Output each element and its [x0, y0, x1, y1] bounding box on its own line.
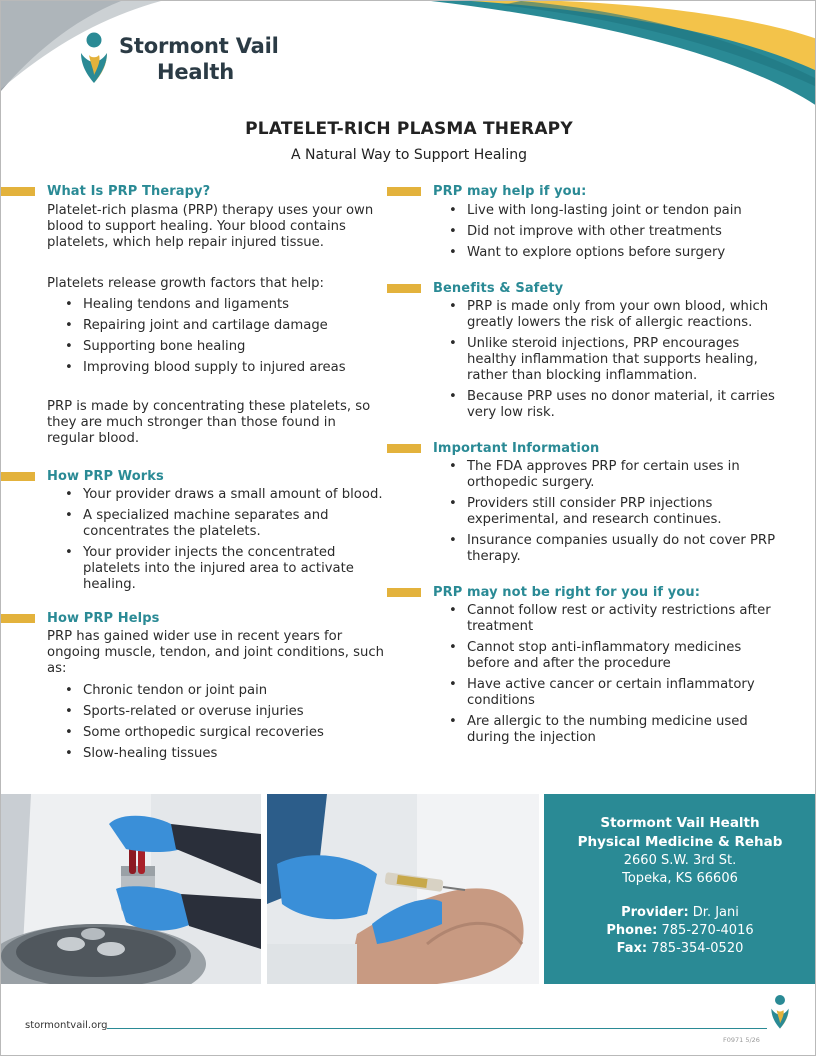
list-item: • Slow-healing tissues: [65, 746, 386, 762]
section-how-prp-helps: [1, 608, 386, 762]
section-bar: [387, 588, 421, 597]
footer-form-code: F0971 5/26: [723, 1036, 760, 1044]
list-item: • Did not improve with other treatments: [449, 224, 787, 240]
list-item: • Unlike steroid injections, PRP encourages healthy inflammation that supports healing, rather than blocking inflammation.: [449, 336, 787, 384]
list-item: • Insurance companies usually do not cover PRP therapy.: [449, 533, 787, 565]
phone-label: Phone:: [606, 923, 658, 938]
list-item: • Healing tendons and ligaments: [65, 297, 386, 313]
list-item: • Supporting bone healing: [65, 339, 386, 355]
logo-name-line2: Health: [157, 60, 234, 84]
list-item: • The FDA approves PRP for certain uses in orthopedic surgery.: [449, 459, 787, 491]
phone-value: 785-270-4016: [661, 923, 754, 938]
bullet-list: [449, 459, 787, 565]
bullet-list: [65, 487, 386, 593]
bullet-list: [449, 299, 787, 421]
photo-knee-injection: [267, 794, 539, 984]
contact-fax: [544, 940, 816, 958]
section-benefits-safety: [387, 278, 787, 421]
fax-value: 785-354-0520: [651, 941, 744, 956]
contact-department: Physical Medicine & Rehab: [577, 834, 783, 850]
section-title: How PRP Works: [47, 468, 164, 484]
logo-mark-icon: [77, 31, 111, 85]
list-item: • Some orthopedic surgical recoveries: [65, 725, 386, 741]
section-title: PRP may help if you:: [433, 183, 587, 199]
bullet-list: [65, 683, 386, 762]
section-bar: [387, 187, 421, 196]
section-may-not-be-right: [387, 582, 787, 746]
list-item: • Chronic tendon or joint pain: [65, 683, 386, 699]
list-item: • Your provider injects the concentrated platelets into the injured area to activate healing.: [65, 545, 386, 593]
section-how-prp-works: [1, 466, 386, 593]
list-item: • Have active cancer or certain inflammatory conditions: [449, 677, 787, 709]
section-paragraph: Platelets release growth factors that help:: [47, 276, 324, 291]
provider-value: Dr. Jani: [692, 905, 739, 920]
section-bar: [1, 472, 35, 481]
fax-label: Fax:: [616, 941, 648, 956]
section-bar: [387, 444, 421, 453]
list-item: • Providers still consider PRP injections experimental, and research continues.: [449, 496, 787, 528]
list-item: • Want to explore options before surgery: [449, 245, 787, 261]
section-bar: [1, 614, 35, 623]
bullet-list: [65, 297, 386, 376]
right-column: [387, 181, 787, 751]
contact-info-box: [544, 794, 816, 984]
section-title: Benefits & Safety: [433, 280, 564, 296]
left-column: [1, 181, 386, 767]
section-title: What Is PRP Therapy?: [47, 183, 211, 199]
section-what-is-prp: [1, 181, 386, 447]
section-paragraph: PRP has gained wider use in recent years for ongoing muscle, tendon, and joint conditions, such as:: [47, 629, 384, 676]
footer-website[interactable]: stormontvail.org: [25, 1020, 108, 1031]
section-important-information: [387, 438, 787, 565]
list-item: • Are allergic to the numbing medicine used during the injection: [449, 714, 787, 746]
list-item: • Repairing joint and cartilage damage: [65, 318, 386, 334]
contact-org: Stormont Vail Health: [600, 815, 760, 831]
contact-provider: [544, 904, 816, 922]
footer-divider: [107, 1028, 767, 1029]
section-title: How PRP Helps: [47, 610, 160, 626]
contact-address-line2: Topeka, KS 66606: [622, 871, 738, 886]
section-bar: [1, 187, 35, 196]
bullet-list: [449, 603, 787, 746]
list-item: • Because PRP uses no donor material, it carries very low risk.: [449, 389, 787, 421]
list-item: • PRP is made only from your own blood, which greatly lowers the risk of allergic reactions.: [449, 299, 787, 331]
section-title: Important Information: [433, 440, 600, 456]
provider-label: Provider:: [621, 905, 689, 920]
contact-phone: [544, 922, 816, 940]
list-item: • Sports-related or overuse injuries: [65, 704, 386, 720]
list-item: • Your provider draws a small amount of blood.: [65, 487, 386, 503]
brand-logo: [77, 31, 297, 91]
photo-centrifuge: [1, 794, 261, 984]
section-paragraph: PRP is made by concentrating these platelets, so they are much stronger than those found in regular blood.: [47, 399, 371, 446]
bullet-list: [449, 203, 787, 261]
section-may-help: [387, 181, 787, 261]
contact-address-line1: 2660 S.W. 3rd St.: [623, 853, 737, 868]
document-subtitle: A Natural Way to Support Healing: [291, 147, 527, 163]
section-bar: [387, 284, 421, 293]
list-item: • Cannot stop anti-inflammatory medicines before and after the procedure: [449, 640, 787, 672]
section-title: PRP may not be right for you if you:: [433, 584, 701, 600]
document-title: PLATELET-RICH PLASMA THERAPY: [245, 119, 573, 139]
list-item: • Cannot follow rest or activity restrictions after treatment: [449, 603, 787, 635]
footer-logo-icon: [767, 994, 793, 1030]
list-item: • A specialized machine separates and concentrates the platelets.: [65, 508, 386, 540]
list-item: • Improving blood supply to injured areas: [65, 360, 386, 376]
section-paragraph: Platelet-rich plasma (PRP) therapy uses your own blood to support healing. Your blood contains platelets, which help repair injured tissue.: [47, 203, 374, 250]
logo-name-line1: Stormont Vail: [119, 34, 279, 58]
list-item: • Live with long-lasting joint or tendon pain: [449, 203, 787, 219]
